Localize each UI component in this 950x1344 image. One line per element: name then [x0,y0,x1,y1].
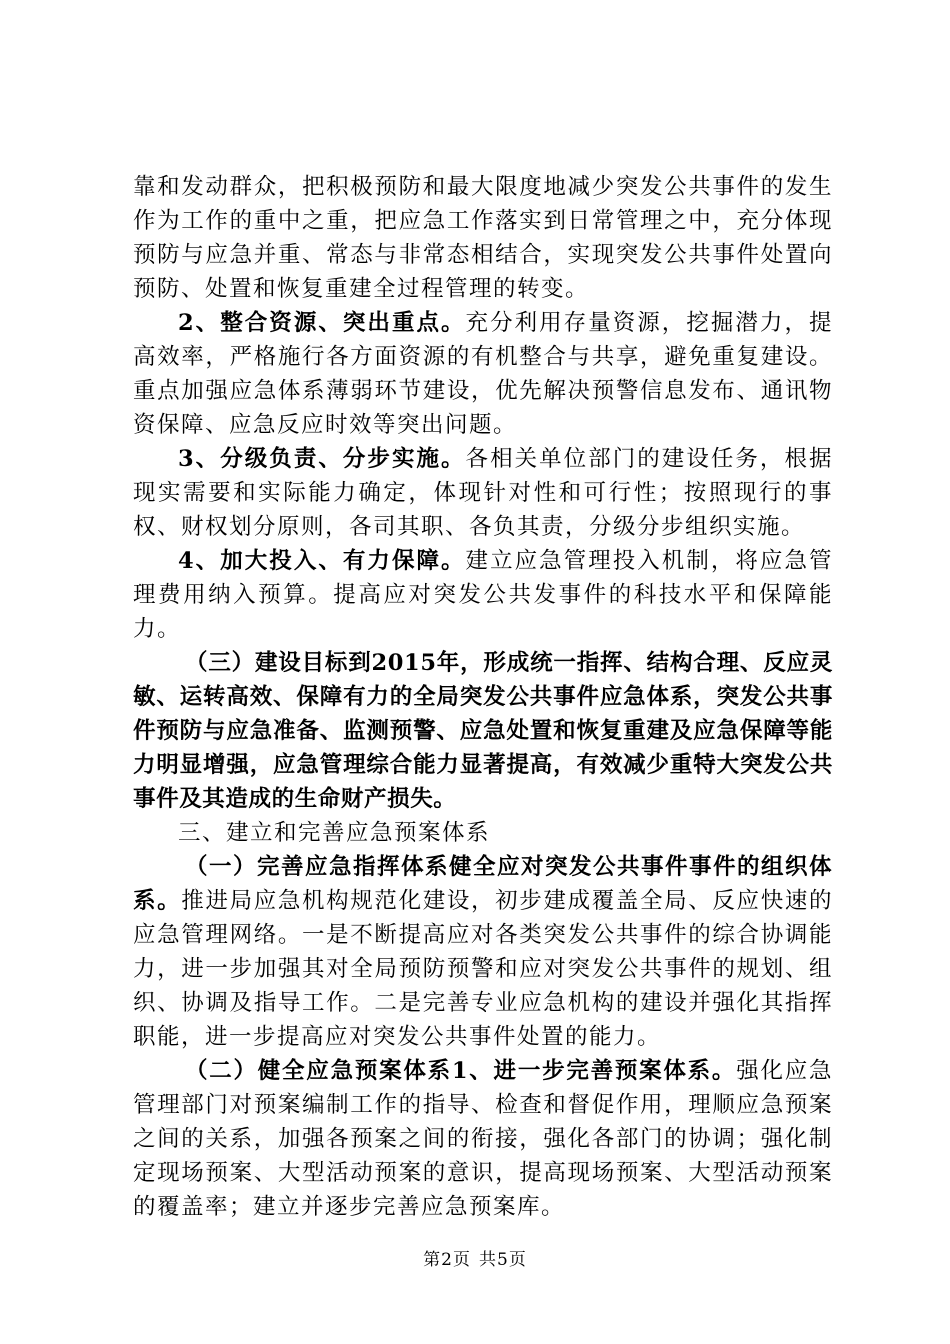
paragraph-1-text: 靠和发动群众，把积极预防和最大限度地减少突发公共事件的发生作为工作的重中之重，把应急工作落实到日常管理之中，充分体现预防与应急并重、常态与非常态相结合，实现突发公共事件处置向预防、处置和恢复重建全过程管理的转变。 [133,174,833,302]
paragraph-8-lead: （二）健全应急预案体系1、进一步完善预案体系。 [185,1058,737,1084]
paragraph-3-lead: 3、分级负责、分步实施。 [178,446,466,472]
paragraph-3 [133,442,833,544]
paragraph-4-lead: 4、加大投入、有力保障。 [178,548,466,574]
paragraph-4 [133,544,833,646]
page-number: 第2页 [423,1250,471,1270]
page-footer [0,1245,950,1270]
paragraph-7-text: 推进局应急机构规范化建设，初步建成覆盖全局、反应快速的应急管理网络。一是不断提高应对各类突发公共事件的综合协调能力，进一步加强其对全局预防预警和应对突发公共事件的规划、组织、协调及指导工作。二是完善专业应急机构的建设并强化其指挥职能，进一步提高应对突发公共事件处置的能力。 [133,888,833,1050]
paragraph-3-text: 各相关单位部门的建设任务，根据现实需要和实际能力确定，体现针对性和可行性；按照现行的事权、财权划分原则，各司其职、各负其责，分级分步组织实施。 [133,446,833,540]
paragraph-1 [133,170,833,306]
section-heading-3-text: 三、建立和完善应急预案体系 [178,820,491,846]
paragraph-5-goal [133,646,833,816]
paragraph-8 [133,1054,833,1224]
paragraph-4-text: 建立应急管理投入机制，将应急管理费用纳入预算。提高应对突发公共发事件的科技水平和保障能力。 [133,548,833,642]
page-total: 共5页 [479,1250,527,1270]
paragraph-5-text: （三）建设目标到2015年，形成统一指挥、结构合理、反应灵敏、运转高效、保障有力的全局突发公共事件应急体系，突发公共事件预防与应急准备、监测预警、应急处置和恢复重建及应急保障等能力明显增强，应急管理综合能力显著提高，有效减少重特大突发公共事件及其造成的生命财产损失。 [133,650,833,812]
paragraph-7-lead: （一）完善应急指挥体系健全应对突发公共事件事件的组织体系。 [133,854,834,914]
paragraph-2-text: 充分利用存量资源，挖掘潜力，提高效率，严格施行各方面资源的有机整合与共享，避免重复建设。重点加强应急体系薄弱环节建设，优先解决预警信息发布、通讯物资保障、应急反应时效等突出问题。 [133,310,833,438]
paragraph-2-lead: 2、整合资源、突出重点。 [178,310,466,336]
paragraph-2 [133,306,833,442]
paragraph-8-text: 强化应急管理部门对预案编制工作的指导、检查和督促作用，理顺应急预案之间的关系，加强各预案之间的衔接，强化各部门的协调；强化制定现场预案、大型活动预案的意识，提高现场预案、大型活动预案的覆盖率；建立并逐步完善应急预案库。 [133,1058,833,1220]
section-heading-3 [133,816,833,850]
document-body [133,170,833,1224]
paragraph-7 [133,850,833,1054]
